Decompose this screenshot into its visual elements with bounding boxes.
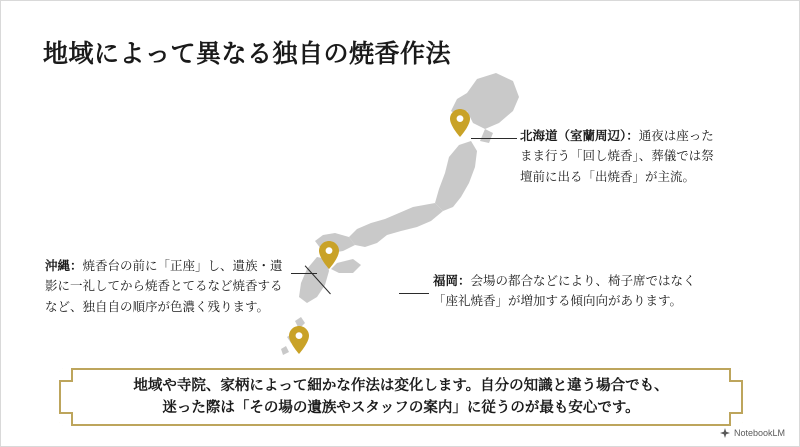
japan-map bbox=[281, 71, 581, 361]
callout-okinawa-body: 焼香台の前に「正座」し、遺族・遺影に一礼してから焼香とてるなど焼香するなど、独自自の順序が色濃く残ります。 bbox=[45, 259, 283, 314]
callout-fukuoka-body: 会場の都合などにより、椅子席ではなく「座礼焼香」が増加する傾向向があります。 bbox=[433, 274, 696, 309]
banner-line-2: 迷った際は「その場の遺族やスタッフの案内」に従うのが最も安心です。 bbox=[162, 400, 640, 416]
summary-banner bbox=[59, 368, 743, 426]
callout-hokkaido-body: 通夜は座ったまま行う「回し焼香」、葬儀では祭壇前に出る「出焼香」が主流。 bbox=[520, 129, 714, 184]
map-pin-fukuoka[interactable] bbox=[319, 241, 339, 269]
callout-fukuoka bbox=[433, 271, 698, 312]
notebooklm-brand-label: NotebookLM bbox=[733, 428, 785, 438]
callout-fukuoka-heading: 福岡： bbox=[433, 274, 471, 288]
banner-corner-top-left bbox=[59, 368, 73, 382]
banner-corner-top-right bbox=[729, 368, 743, 382]
notebooklm-logo-icon bbox=[720, 428, 730, 438]
callout-hokkaido-heading: 北海道（室蘭周辺）： bbox=[520, 129, 639, 143]
map-pin-hokkaido[interactable] bbox=[450, 109, 470, 137]
page-title: 地域によって異なる独自の焼香作法 bbox=[43, 40, 452, 68]
banner-corner-bottom-right bbox=[729, 412, 743, 426]
callout-okinawa-heading: 沖縄： bbox=[45, 259, 83, 273]
callout-okinawa bbox=[45, 256, 290, 317]
leader-line-fukuoka bbox=[399, 293, 429, 294]
banner-line-1: 地域や寺院、家柄によって細かな作法は変化します。自分の知識と違う場合でも、 bbox=[133, 377, 669, 394]
callout-hokkaido bbox=[520, 126, 725, 187]
leader-line-hokkaido bbox=[471, 138, 517, 139]
leader-line-okinawa bbox=[291, 273, 317, 274]
banner-corner-bottom-left bbox=[59, 412, 73, 426]
notebooklm-brand bbox=[720, 428, 785, 438]
map-pin-okinawa[interactable] bbox=[289, 326, 309, 354]
